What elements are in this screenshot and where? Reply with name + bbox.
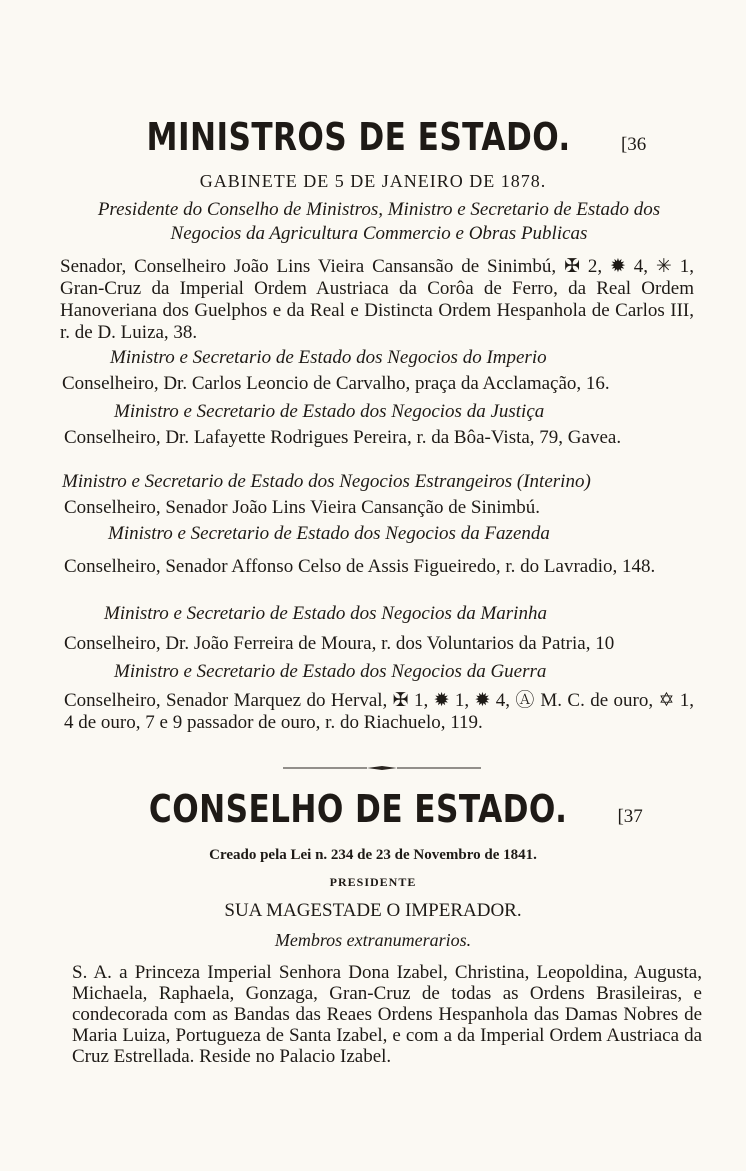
ministry-heading-marinha: Ministro e Secretario de Estado dos Negocios da Marinha	[104, 603, 547, 624]
minister-entry-estrangeiros: Conselheiro, Senador João Lins Vieira Cansanção de Sinimbú.	[64, 497, 541, 518]
conselho-page-ref: [37	[617, 806, 643, 827]
conselho-creation-note: Creado pela Lei n. 234 de 23 de Novembro de 1841.	[209, 847, 537, 863]
ministros-page-ref: [36	[620, 134, 647, 155]
presidente-label: PRESIDENTE	[329, 875, 417, 889]
ministry-heading-estrangeiros: Ministro e Secretario de Estado dos Negocios Estrangeiros (Interino)	[62, 471, 591, 492]
membro-entry-princeza: S. A. a Princeza Imperial Senhora Dona Izabel, Christina, Leopoldina, Augusta, Michaela, Raphaela, Gonzaga, Gran-Cruz de todas as Ordens Brasileiras, e condecorada com as Bandas das Reaes Ordens Hespanhola das Damas Nobres de Maria Luiza, Portugueza de Santa Izabel, e com a da Imperial Ordem Austriaca da Cruz Estrellada. Reside no Palacio Izabel.	[72, 962, 702, 1067]
minister-entry-justica: Conselheiro, Dr. Lafayette Rodrigues Pereira, r. da Bôa-Vista, 79, Gavea.	[64, 427, 622, 448]
section-divider	[283, 766, 481, 770]
ministry-heading-justica: Ministro e Secretario de Estado dos Negocios da Justiça	[114, 401, 545, 422]
minister-entry-agricultura: Senador, Conselheiro João Lins Vieira Cansansão de Sinimbú, ✠ 2, ✹ 4, ✳ 1, Gran-Cruz da Imperial Ordem Austriaca da Corôa de Ferro, da Real Ordem Hanoveriana dos Guelphos e da Real e Distincta Ordem Hespanhola de Carlos III, r. de D. Luiza, 38.	[60, 256, 694, 343]
ministry-heading-agricultura: Presidente do Conselho de Ministros, Ministro e Secretario de Estado dos Negocios da Agricultura Commercio e Obras Publicas	[97, 199, 661, 244]
minister-entry-marinha: Conselheiro, Dr. João Ferreira de Moura, r. dos Voluntarios da Patria, 10	[64, 633, 615, 654]
minister-entry-imperio: Conselheiro, Dr. Carlos Leoncio de Carvalho, praça da Acclamação, 16.	[62, 373, 610, 394]
gabinete-date: GABINETE DE 5 DE JANEIRO DE 1878.	[199, 171, 547, 191]
membros-heading: Membros extranumerarios.	[274, 930, 472, 950]
minister-entry-guerra: Conselheiro, Senador Marquez do Herval, ✠ 1, ✹ 1, ✹ 4, Ⓐ M. C. de ouro, ✡ 1, 4 de ouro, 7 e 9 passador de ouro, r. do Riachuelo, 119.	[64, 690, 694, 733]
minister-entry-fazenda: Conselheiro, Senador Affonso Celso de Assis Figueiredo, r. do Lavradio, 148.	[64, 556, 656, 577]
ministry-heading-imperio: Ministro e Secretario de Estado dos Negocios do Imperio	[110, 347, 547, 368]
conselho-title: CONSELHO DE ESTADO.	[149, 787, 568, 831]
section-title-ministros	[0, 115, 746, 159]
ministry-heading-fazenda: Ministro e Secretario de Estado dos Negocios da Fazenda	[108, 523, 550, 544]
ministry-heading-guerra: Ministro e Secretario de Estado dos Negocios da Guerra	[114, 661, 547, 682]
section-title-conselho	[0, 787, 746, 831]
presidente-name: SUA MAGESTADE O IMPERADOR.	[224, 900, 522, 921]
ministros-title: MINISTROS DE ESTADO.	[146, 115, 571, 159]
